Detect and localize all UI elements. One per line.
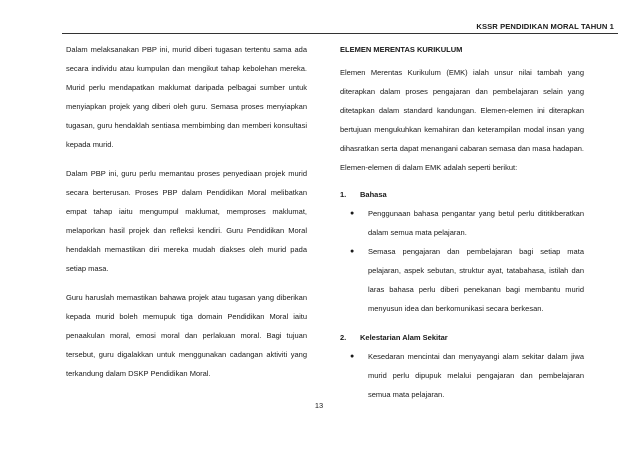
left-column (66, 40, 307, 393)
running-header: KSSR PENDIDIKAN MORAL TAHUN 1 (476, 22, 614, 31)
bullet-icon: ● (350, 210, 355, 217)
item-title: Kelestarian Alam Sekitar (360, 333, 448, 342)
section-title: ELEMEN MERENTAS KURIKULUM (340, 45, 463, 54)
list-item (340, 185, 584, 318)
item-number: 2. (340, 333, 347, 342)
bullet-item (350, 242, 584, 318)
item-heading (340, 328, 584, 347)
bullet-list (340, 204, 584, 318)
list-item (340, 328, 584, 404)
bullet-icon: ● (350, 248, 355, 255)
bullet-list (340, 347, 584, 404)
item-heading (340, 185, 584, 204)
bullet-text: Penggunaan bahasa pengantar yang betul perlu dititikberatkan dalam semua mata pelajaran. (368, 209, 584, 237)
page-number: 13 (314, 401, 324, 410)
right-column (340, 40, 584, 414)
item-number: 1. (340, 190, 347, 199)
bullet-text: Kesedaran mencintai dan menyayangi alam sekitar dalam jiwa murid perlu dipupuk melalui pengajaran dan pembelajaran semua mata pelajaran. (368, 352, 584, 399)
bullet-icon: ● (350, 353, 355, 360)
item-title: Bahasa (360, 190, 387, 199)
bullet-item (350, 347, 584, 404)
paragraph: Dalam PBP ini, guru perlu memantau proses penyediaan projek murid secara berterusan. Proses PBP dalam Pendidikan Moral melibatkan empat tahap iaitu mengumpul maklumat, memproses maklumat, melaporkan hasil projek dan refleksi kendiri. Guru Pendidikan Moral hendaklah memastikan diri mereka mudah diakses oleh murid pada setiap masa. (66, 169, 307, 273)
bullet-item (350, 204, 584, 242)
bullet-text: Semasa pengajaran dan pembelajaran bagi setiap mata pelajaran, aspek sebutan, struktur ayat, tatabahasa, istilah dan laras bahasa perlu diberi penekanan bagi membantu murid menyusun idea dan berkomunikasi secara berkesan. (368, 247, 584, 313)
intro-paragraph: Elemen Merentas Kurikulum (EMK) ialah unsur nilai tambah yang diterapkan dalam proses pengajaran dan pembelajaran selain yang ditetapkan dalam standard kandungan. Elemen-elemen ini diterapkan bertujuan mengukuhkan kemahiran dan keterampilan modal insan yang dihasratkan serta dapat menangani cabaran semasa dan masa hadapan. Elemen-elemen di dalam EMK adalah seperti berikut: (340, 68, 584, 172)
paragraph: Guru haruslah memastikan bahawa projek atau tugasan yang diberikan kepada murid boleh memupuk tiga domain Pendidikan Moral iaitu penaakulan moral, emosi moral dan perlakuan moral. Bagi tujuan tersebut, guru digalakkan untuk menggunakan cadangan aktiviti yang terkandung dalam DSKP Pendidikan Moral. (66, 293, 307, 378)
header-rule (62, 33, 618, 34)
paragraph: Dalam melaksanakan PBP ini, murid diberi tugasan tertentu sama ada secara individu atau kumpulan dan mengikut tahap kebolehan mereka. Murid perlu mendapatkan maklumat daripada pelbagai sumber untuk menyiapkan projek yang diberi oleh guru. Semasa proses menyiapkan tugasan, guru hendaklah sentiasa membimbing dan memberi konsultasi kepada murid. (66, 45, 307, 149)
